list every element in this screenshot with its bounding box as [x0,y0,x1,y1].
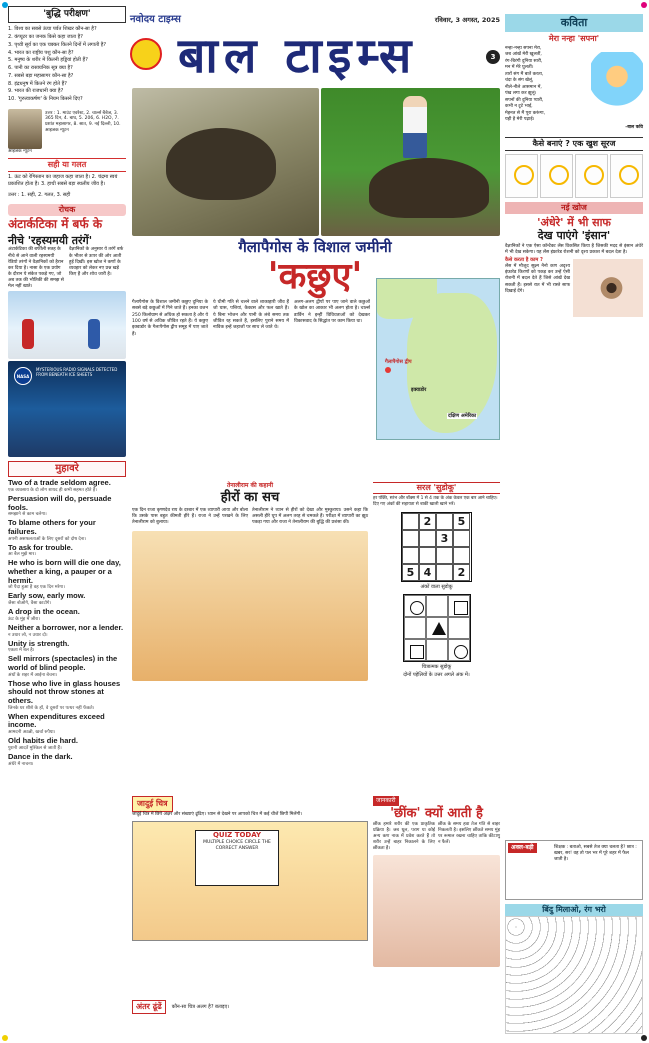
craft-title: कैसे बनाएं ? एक खुश सूरज [505,137,643,151]
joke-text: शिक्षक : बताओ, सबसे तेज क्या चलता है? छात्र : खबर, सर! वह तो पल भर में पूरे शहर में फैल जाती है। [554,845,637,863]
poem-line: सपनों की दुनिया प्यारी, [505,97,544,103]
idiom-item [8,495,126,518]
story-col-1: एक दिन राजा कृष्णदेव राय के दरबार में एक व्यापारी आया और बोला कि उसके पास बहुत कीमती हीरे हैं। राजा ने उन्हें परखने के लिए तेनालीराम को बुलाया। [132,507,248,526]
poem-line: जब आंखें मेरी खुलतीं, [505,52,542,58]
quiz-questions [8,23,126,107]
masthead [130,14,500,84]
quiz-answers: उत्तर : 1. माउंट एवरेस्ट, 2. चार्ल्स बैबेज, 3. 365 दिन, 4. बाघ, 5. 206, 6. H2O, 7. प्रशांत महासागर, 8. सात, 9. नई दिल्ली, 10. आइजक न्यूटन [45,110,121,133]
circle-shape-icon[interactable] [448,639,470,661]
craft-steps [505,154,643,198]
sudoku-title: सरल 'सुडोकू' [373,482,500,494]
idiom-english: When expenditures exceed income. [8,711,105,730]
magic-picture-section [132,796,368,941]
empty-shape-cell[interactable] [404,617,426,639]
sudoku-cell[interactable]: 2 [453,564,470,581]
idiom-english: Neither a borrower, nor a lender. [8,622,124,632]
sneeze-body [373,822,500,853]
sudoku-cell[interactable]: 3 [436,530,453,547]
idiom-english: Persuasion will do, persuade fools. [8,493,112,512]
spot-difference [132,1000,368,1014]
connect-dots-title: बिंदु मिलाओ, रंग भरो [505,904,643,916]
tortoise-col-3: अलग-अलग द्वीपों पर पाए जाने वाले कछुओं के खोल का आकार भी अलग होता है। चार्ल्स डार्विन ने इन्हीं विविधताओं को देखकर विकासवाद के सिद्धांत पर काम किया था। [294,300,370,324]
idiom-item [8,680,126,712]
sudoku-cell[interactable] [436,564,453,581]
idiom-hindi: आमदनी अठन्नी, खर्चा रुपैया। [8,730,56,735]
idiom-english: Early sow, early mow. [8,591,86,601]
connect-dots-puzzle[interactable] [505,916,643,1034]
idiom-hindi: न उधार लो, न उधार दो। [8,632,48,638]
shape-sudoku-grid [403,594,471,662]
story-illustration [132,531,368,681]
idiom-hindi: आ बैल मुझे मार। [8,552,37,558]
sudoku-cell[interactable]: 5 [453,513,470,530]
craft-step-icon [505,154,538,198]
nasa-headline: MYSTERIOUS RADIO SIGNALS DETECTED FROM BENEATH ICE SHEETS [36,366,118,377]
idiom-hindi: अंधों के शहर में आईना बेचना। [8,672,58,678]
poem-line: रंग-बिरंगी दुनिया सारी, [505,58,543,64]
headline-main-text: कछुए [278,254,352,297]
idiom-item [8,479,126,493]
poet-name: -बाल कवि [625,124,643,130]
poem-line: तारों संग मैं बातें करता, [505,71,544,77]
idiom-item [8,519,126,542]
idiom-hindi: ऊंट के मुंह में जीरा। [8,616,40,622]
poem-line: कभी न टूटे भाई, [505,104,533,110]
left-column [8,6,126,771]
spot-difference-label: अंतर ढूंढें [132,1000,166,1014]
poem-lines [505,46,585,124]
quiz-question: 3. पृथ्वी सूर्य का एक चक्कर कितने दिनों में लगाती है? [8,41,107,48]
sudoku-rules: हर पंक्ति, स्तंभ और बॉक्स में 1 से 4 तक के अंक केवल एक बार आने चाहिए। दिए गए अंकों की सहायता से बाकी खाली खाने भरें। [373,496,498,507]
spot-difference-question: कौन-सा चित्र अलग है? बताइए। [171,1003,230,1010]
idiom-item [8,655,126,678]
quiz-question: 6. पानी का रासायनिक सूत्र क्या है? [8,65,73,71]
antarctica-subtitle: नीचे 'रहस्यमयी तरंगें' [8,233,93,247]
story-body [132,508,368,527]
sudoku-cell[interactable] [402,530,419,547]
blind-headline-1: 'अंधेरे' में भी साफ [537,215,611,229]
idiom-item [8,753,126,767]
map-label-country: इक्वाडोर [411,387,427,393]
quiz-title: 'बुद्धि परीक्षण' [8,6,126,23]
antarctica-col-1: अंटार्कटिका की बर्फीली सतह के नीचे से आने वाली रहस्यमयी रेडियो तरंगों ने वैज्ञानिकों को हैरान कर दिया है। नासा के एक प्रयोग के दौरान ये संकेत पकड़े गए, जो अब तक की भौतिकी की समझ से मेल नहीं खाते। [8,247,64,290]
sudoku-cell[interactable]: 2 [419,513,436,530]
sneeze-col-1: छींक हमारे शरीर की एक प्राकृतिक प्रक्रिया है। जब धूल, पराग या कोई अन्य कण नाक में प्रवेश करते हैं तो शरीर उन्हें बाहर निकालने के लिए छींकता है। [373,821,435,852]
true-false-text: 1. ऊंट को रेगिस्तान का जहाज कहा जाता है। 2. चंद्रमा स्वयं प्रकाशित होता है। 3. हाथी सबसे बड़ा स्थलीय जीव है। [8,174,118,188]
blind-headline-2: देख पाएंगे 'इंसान' [537,228,611,242]
poem-line: मेहनत से मैं पूरा करूंगा, [505,110,546,116]
nasa-logo: NASA [14,367,32,385]
square-shape-icon[interactable] [448,595,470,617]
quiz-board-line: MULTIPLE CHOICE CIRCLE THE CORRECT ANSWER [203,840,271,851]
quiz-board-title: QUIZ TODAY [212,831,262,840]
poem-line: नीले-नीले आसमान में, [505,84,542,90]
idiom-english: Two of a trade seldom agree. [8,478,111,488]
giant-tortoise-photo [132,88,319,236]
tortoise-col-2: ये धीमी गति से चलने वाले शाकाहारी जीव हैं जो घास, पत्तियां, कैक्टस और फल खाते हैं। ये बिना भोजन और पानी के लंबे समय तक जीवित रह सकते हैं, इसलिए पुराने समय में नाविक इन्हें जहाजों पर साथ ले जाते थे। [213,300,289,331]
page-number: 3 [486,50,500,64]
tortoise-photos [132,88,500,236]
triangle-shape-icon[interactable] [426,617,448,639]
idiom-english: Those who live in glass houses should not throw stones at others. [8,678,121,705]
nasa-graphic [8,361,126,457]
sudoku-grid [401,512,472,582]
idiom-item [8,640,126,654]
sneezing-girl-photo [373,855,500,967]
idiom-item [8,737,126,751]
empty-shape-cell[interactable] [426,639,448,661]
tortoise-with-person-photo [321,88,500,236]
portrait-caption: आइजक न्यूटन [8,148,32,154]
idiom-item [8,544,126,558]
poem-line: पंख लगा कर झूलूं। [505,91,537,97]
tortoise-body [132,300,370,338]
joke-tag: अक्ल-बड़ी [508,843,537,853]
headline-main: 'कछुए' [267,254,363,297]
antarctica-col-2: वैज्ञानिकों के अनुसार ये तरंगें बर्फ के भीतर से ऊपर की ओर आती हुई दिखीं। इस खोज ने कणों के व्यवहार को लेकर नए प्रश्न खड़े किए हैं और शोध जारी है। [69,247,124,278]
idiom-hindi: जैसा बोओगे, वैसा काटोगे। [8,601,52,606]
idiom-hindi: जिनके घर शीशे के हों, वे दूसरों पर पत्थर नहीं फेंकते। [8,705,95,711]
quiz-question: 7. सबसे बड़ा महासागर कौन-सा है? [8,72,74,79]
quiz-question: 5. मनुष्य के शरीर में कितनी हड्डियां होती हैं? [8,57,88,64]
quiz-question: 10. 'गुरुत्वाकर्षण' के नियम किसने दिए? [8,96,83,102]
sudoku-cell[interactable]: 4 [419,564,436,581]
idiom-english: He who is born will die one day, whether a king, a pauper or a hermit. [8,558,121,585]
quiz-cartoon [132,821,368,941]
shape-sudoku-label: चित्रात्मक सुडोकू [421,664,452,671]
idiom-english: Dance in the dark. [8,751,73,761]
sudoku-answer-note: दोनों पहेलियों के उत्तर अगले अंक में। [403,672,470,679]
eye-closeup-photo [573,259,643,317]
idiom-hindi: एक व्यवसाय के दो लोग शायद ही कभी सहमत होते हैं। [8,487,97,493]
map-landmass-south-america [407,293,497,433]
sudoku-cell[interactable]: 5 [402,564,419,581]
newspaper-title: बाल टाइम्स [178,28,418,84]
interesting-ribbon: रोचक [8,204,126,216]
researchers-photo [8,291,126,359]
antarctica-body [8,247,126,290]
story-title: हीरों का सच [220,489,280,505]
new-discovery-tag: नई खोज [505,202,643,214]
idiom-english: To blame others for your failures. [8,518,96,536]
brand-name: नवोदय टाइम्स [130,14,181,25]
sneeze-col-2: छींक के समय हवा तेज गति से बाहर निकलती है। इसलिए छींकते समय मुंह पर रूमाल रखना चाहिए ताकि कीटाणु न फैलें। [438,821,500,846]
craft-step-icon [610,154,643,198]
quiz-question: 2. कंप्यूटर का जनक किसे कहा जाता है? [8,34,83,40]
sneeze-title: 'छींक' क्यों आती है [390,805,483,821]
quiz-question: 9. भारत की राजधानी क्या है? [8,88,64,95]
quiz-answers-block [8,109,126,149]
antarctica-title: अंटार्कटिका में बर्फ के [8,217,103,232]
idiom-item [8,559,126,591]
blind-text: वैज्ञानिकों ने एक ऐसा कॉन्टैक्ट लेंस विकसित किया है जिसकी मदद से इंसान अंधेरे में भी देख सकेगा। यह लेंस इंफ्रारेड रोशनी को दृश्य प्रकाश में बदल देता है। [505,244,643,256]
story-tag: तेनालीराम की कहानी [226,482,274,489]
story-section [132,482,368,681]
poem-section-title: कविता [505,14,643,32]
craft-step-icon [575,154,608,198]
sneeze-tag: जानकारी [373,796,399,806]
sneeze-section [373,796,500,967]
poem-line: मन में मेरे घुलतीं। [505,65,534,71]
registration-mark-icon [2,2,8,8]
idiom-english: To ask for trouble. [8,542,73,552]
idioms-list [8,477,126,771]
quiz-question: 4. भारत का राष्ट्रीय पशु कौन-सा है? [8,49,74,56]
craft-step-icon [540,154,573,198]
idiom-hindi: जो पैदा हुआ है वह एक दिन मरेगा। [8,585,65,591]
map-island-marker-icon [385,367,391,373]
idiom-item [8,592,126,606]
idiom-item [8,713,126,736]
sudoku-cell[interactable] [436,547,453,564]
blind-text-2: लेंस में मौजूद सूक्ष्म नैनो कण अदृश्य इंफ्रारेड किरणों को पकड़ कर उन्हें ऐसी रोशनी में बदल देते हैं जिसे आंखें देख सकती हैं। इससे रात में भी रास्ते साफ दिखाई देंगे। [505,263,570,294]
blind-body [505,244,643,295]
sudoku-cell[interactable] [419,547,436,564]
sudoku-cell[interactable] [419,530,436,547]
idiom-hindi: एकता में बल है। [8,648,35,654]
poem-title: मेरा नन्हा 'सपना' [548,33,600,43]
idiom-item [8,624,126,638]
magic-picture-tag: जादुई चित्र [132,796,173,812]
sudoku-cell[interactable] [402,513,419,530]
bird-mascot-icon [130,38,162,70]
blind-subhead: कैसे करता है काम ? [505,256,543,263]
sudoku-cell[interactable] [436,513,453,530]
idiom-english: Old habits die hard. [8,736,79,746]
map-label-continent: दक्षिण अमेरिका [448,413,477,419]
sudoku-grid-label: अंकों वाला सुडोकू [420,583,453,590]
idiom-hindi: अंधेरे में नाचना। [8,761,34,767]
idiom-item [8,608,126,622]
dreaming-child-illustration [591,52,643,122]
idiom-hindi: अपनी असफलताओं के लिए दूसरों को दोष देना। [8,536,87,542]
sudoku-cell[interactable] [402,547,419,564]
joke-box [505,840,643,900]
magic-picture-text: जादुई चित्र में छिपे अक्षर और संख्याएं ढूंढिए। ध्यान से देखने पर आपको चित्र में कई चीजें छिपी मिलेंगी। [132,812,303,817]
galapagos-map [376,278,500,440]
issue-date: रविवार, 3 अगस्त, 2025 [434,16,500,24]
poem-line: यही है मेरी पढ़ाई। [505,117,535,123]
true-false-answers: उत्तर : 1. सही, 2. गलत, 3. सही [8,192,71,199]
idiom-english: Unity is strength. [8,638,70,648]
quiz-board [195,830,279,886]
poem-line: नन्हा-नन्हा सपना मेरा, [505,45,542,51]
newton-portrait [8,109,42,149]
blind-headline [505,216,643,242]
sudoku-cell[interactable] [453,530,470,547]
idiom-english: A drop in the ocean. [8,607,80,617]
headline-kicker: गैलापैगोस के विशाल जमीनी [238,238,392,256]
idiom-hindi: पुरानी आदतें मुश्किल से जाती हैं। [8,745,62,751]
empty-shape-cell[interactable] [426,595,448,617]
registration-mark-icon [641,1035,647,1041]
registration-mark-icon [2,1035,8,1041]
quiz-question: 8. इंद्रधनुष में कितने रंग होते हैं? [8,80,67,87]
right-column [505,14,643,319]
registration-mark-icon [641,2,647,8]
map-label-islands: गैलापैगोस द्वीप [385,359,412,365]
quiz-question: 1. विश्व का सबसे ऊंचा पर्वत शिखर कौन-सा है? [8,26,97,33]
square-shape-icon[interactable] [404,639,426,661]
empty-shape-cell[interactable] [448,617,470,639]
true-false-title: सही या गलत [8,158,126,172]
tortoise-col-1: गैलापैगोस के विशाल जमीनी कछुए दुनिया के सबसे बड़े कछुओं में गिने जाते हैं। इनका वजन 250 किलोग्राम से अधिक हो सकता है और ये 100 वर्ष से अधिक जीवित रहते हैं। ये कछुए इक्वाडोर के गैलापैगोस द्वीप समूह में पाए जाते हैं। [132,300,208,337]
story-col-2: तेनालीराम ने ध्यान से हीरों को देखा और मुस्कुराया। उसने कहा कि असली हीरे धूप में अलग तरह से चमकते हैं। परीक्षा में व्यापारी का झूठ पकड़ा गया और राजा ने तेनालीराम की बुद्धि की प्रशंसा की। [252,507,368,526]
sudoku-section [373,482,500,679]
poem-line: चंदा के संग खेलूं, [505,78,534,84]
idioms-title: मुहावरे [8,461,126,478]
visitor-figure [403,96,427,158]
sudoku-cell[interactable] [453,547,470,564]
idiom-english: Sell mirrors (spectacles) in the world of blind people. [8,654,118,672]
idiom-hindi: समझाने से काम चलेगा। [8,512,47,518]
circle-shape-icon[interactable] [404,595,426,617]
